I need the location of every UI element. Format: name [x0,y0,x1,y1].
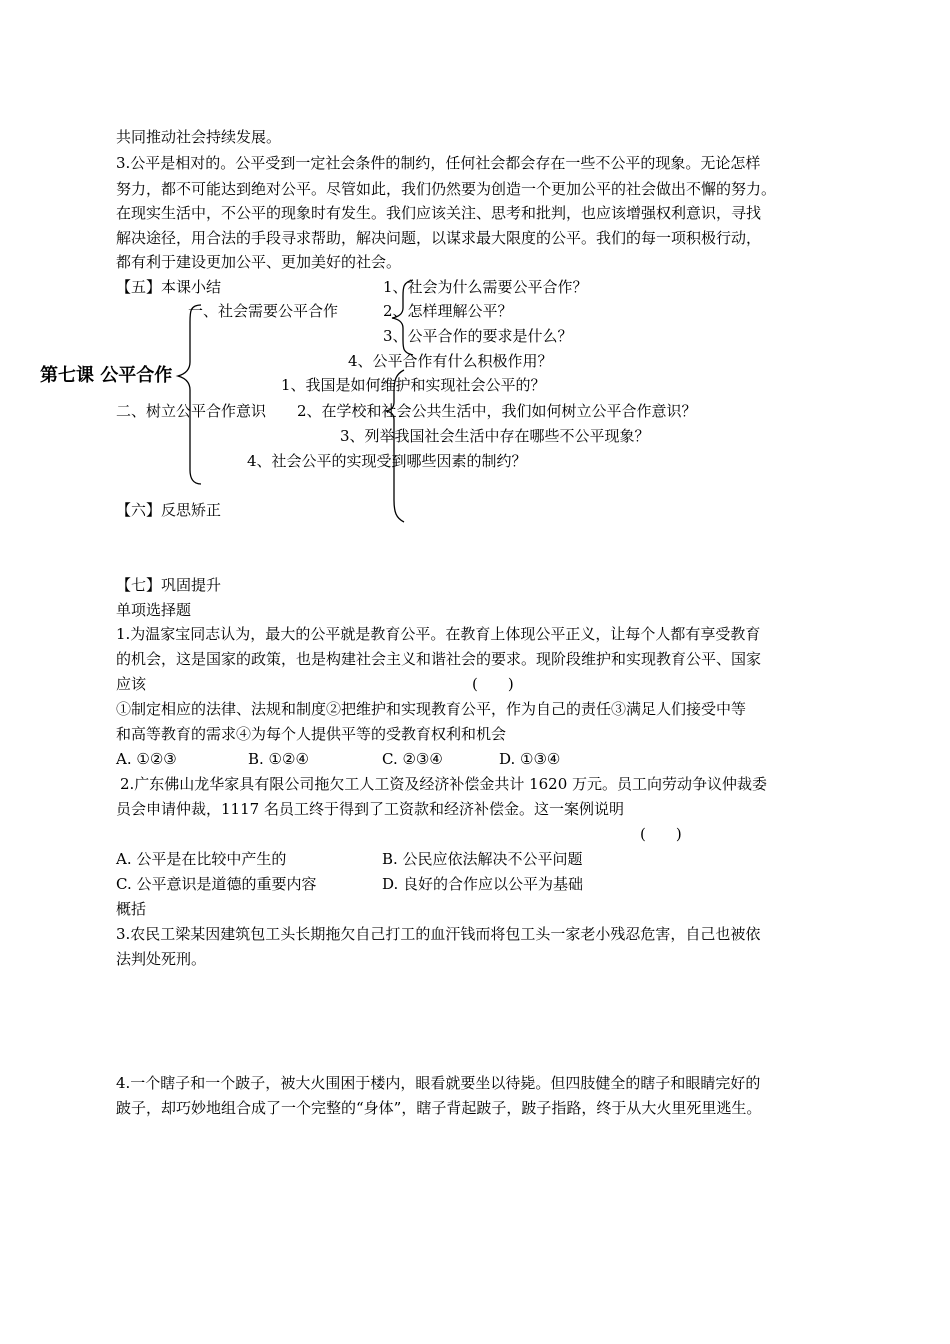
q1-line-1: 1.为温家宝同志认为，最大的公平就是教育公平。在教育上体现公平正义，让每个人都有享受教育 [116,625,761,643]
part1-item-2: 2、怎样理解公平？ [383,302,513,320]
lesson-title: 第七课 公平合作 [40,365,173,386]
consolidate-heading: 【七】巩固提升 [116,576,222,594]
part2-title: 二、树立公平合作意识 [116,402,267,420]
mc-heading: 单项选择题 [116,601,192,619]
q2-choice-d: D. 良好的合作应以公平为基础 [382,875,584,893]
q1-choice-a: A. ①②③ [116,750,177,768]
q2-answer-paren: ( ) [640,825,682,843]
part2-item-1: 1、我国是如何维护和实现社会公平的？ [281,376,546,394]
outer-brace [178,305,201,484]
q1-choice-c: C. ②③④ [382,750,443,768]
summary-heading: 【五】本课小结 [116,278,222,296]
q4-line-2: 跛子，却巧妙地组合成了一个完整的“身体”，瞎子背起跛子，跛子指路，终于从大火里死里逃生。 [116,1099,762,1117]
intro-line-3: 努力，都不可能达到绝对公平。尽管如此，我们仍然要为创造一个更加公平的社会做出不懈的努力。 [116,180,777,198]
summarize-heading: 概括 [116,900,147,918]
q3-line-2: 法判处死刑。 [116,950,207,968]
part1-item-3: 3、公平合作的要求是什么？ [383,327,573,345]
q3-line-1: 3.农民工梁某因建筑包工头长期拖欠自己打工的血汗钱而将包工头一家老小残忍危害，自己也被依 [116,925,761,943]
q2-choice-a: A. 公平是在比较中产生的 [116,850,287,868]
q1-answer-paren: ( ) [472,675,514,693]
intro-line-5: 解决途径，用合法的手段寻求帮助，解决问题，以谋求最大限度的公平。我们的每一项积极行动， [116,229,762,247]
q2-choice-b: B. 公民应依法解决不公平问题 [382,850,583,868]
q1-choice-d: D. ①③④ [499,750,561,768]
q1-line-2: 的机会，这是国家的政策，也是构建社会主义和谐社会的要求。现阶段维护和实现教育公平、国家 [116,650,762,668]
q1-line-3: 应该 [116,675,147,693]
q4-line-1: 4.一个瞎子和一个跛子，被大火围困于楼内，眼看就要坐以待毙。但四肢健全的瞎子和眼睛完好的 [116,1074,761,1092]
part2-item-4: 4、社会公平的实现受到哪些因素的制约？ [247,452,527,470]
q1-choice-b: B. ①②④ [248,750,309,768]
q2-line-2: 员会申请仲裁，1117 名员工终于得到了工资款和经济补偿金。这一案例说明 [116,800,624,818]
intro-line-4: 在现实生活中，不公平的现象时有发生。我们应该关注、思考和批判，也应该增强权利意识，寻找 [116,204,762,222]
reflect-heading: 【六】反思矫正 [116,501,222,519]
q1-options-line-1: ①制定相应的法律、法规和制度②把维护和实现教育公平，作为自己的责任③满足人们接受中等 [116,700,747,718]
q2-choice-c: C. 公平意识是道德的重要内容 [116,875,317,893]
part1-item-4: 4、公平合作有什么积极作用？ [348,352,553,370]
intro-line-2: 3.公平是相对的。公平受到一定社会条件的制约，任何社会都会存在一些不公平的现象。无论怎样 [116,154,761,172]
intro-line-6: 都有利于建设更加公平、更加美好的社会。 [116,253,402,271]
part2-item-2: 2、在学校和社会公共生活中，我们如何树立公平合作意识？ [297,402,697,420]
part1-item-1: 1、社会为什么需要公平合作？ [383,278,588,296]
part2-item-3: 3、列举我国社会生活中存在哪些不公平现象？ [340,427,650,445]
q2-line-1: 2.广东佛山龙华家具有限公司拖欠工人工资及经济补偿金共计 1620 万元。员工向劳动争议仲裁委 [120,775,768,793]
q1-options-line-2: 和高等教育的需求④为每个人提供平等的受教育权利和机会 [116,725,507,743]
part1-title: 一、社会需要公平合作 [188,302,339,320]
intro-line-1: 共同推动社会持续发展。 [116,128,282,146]
